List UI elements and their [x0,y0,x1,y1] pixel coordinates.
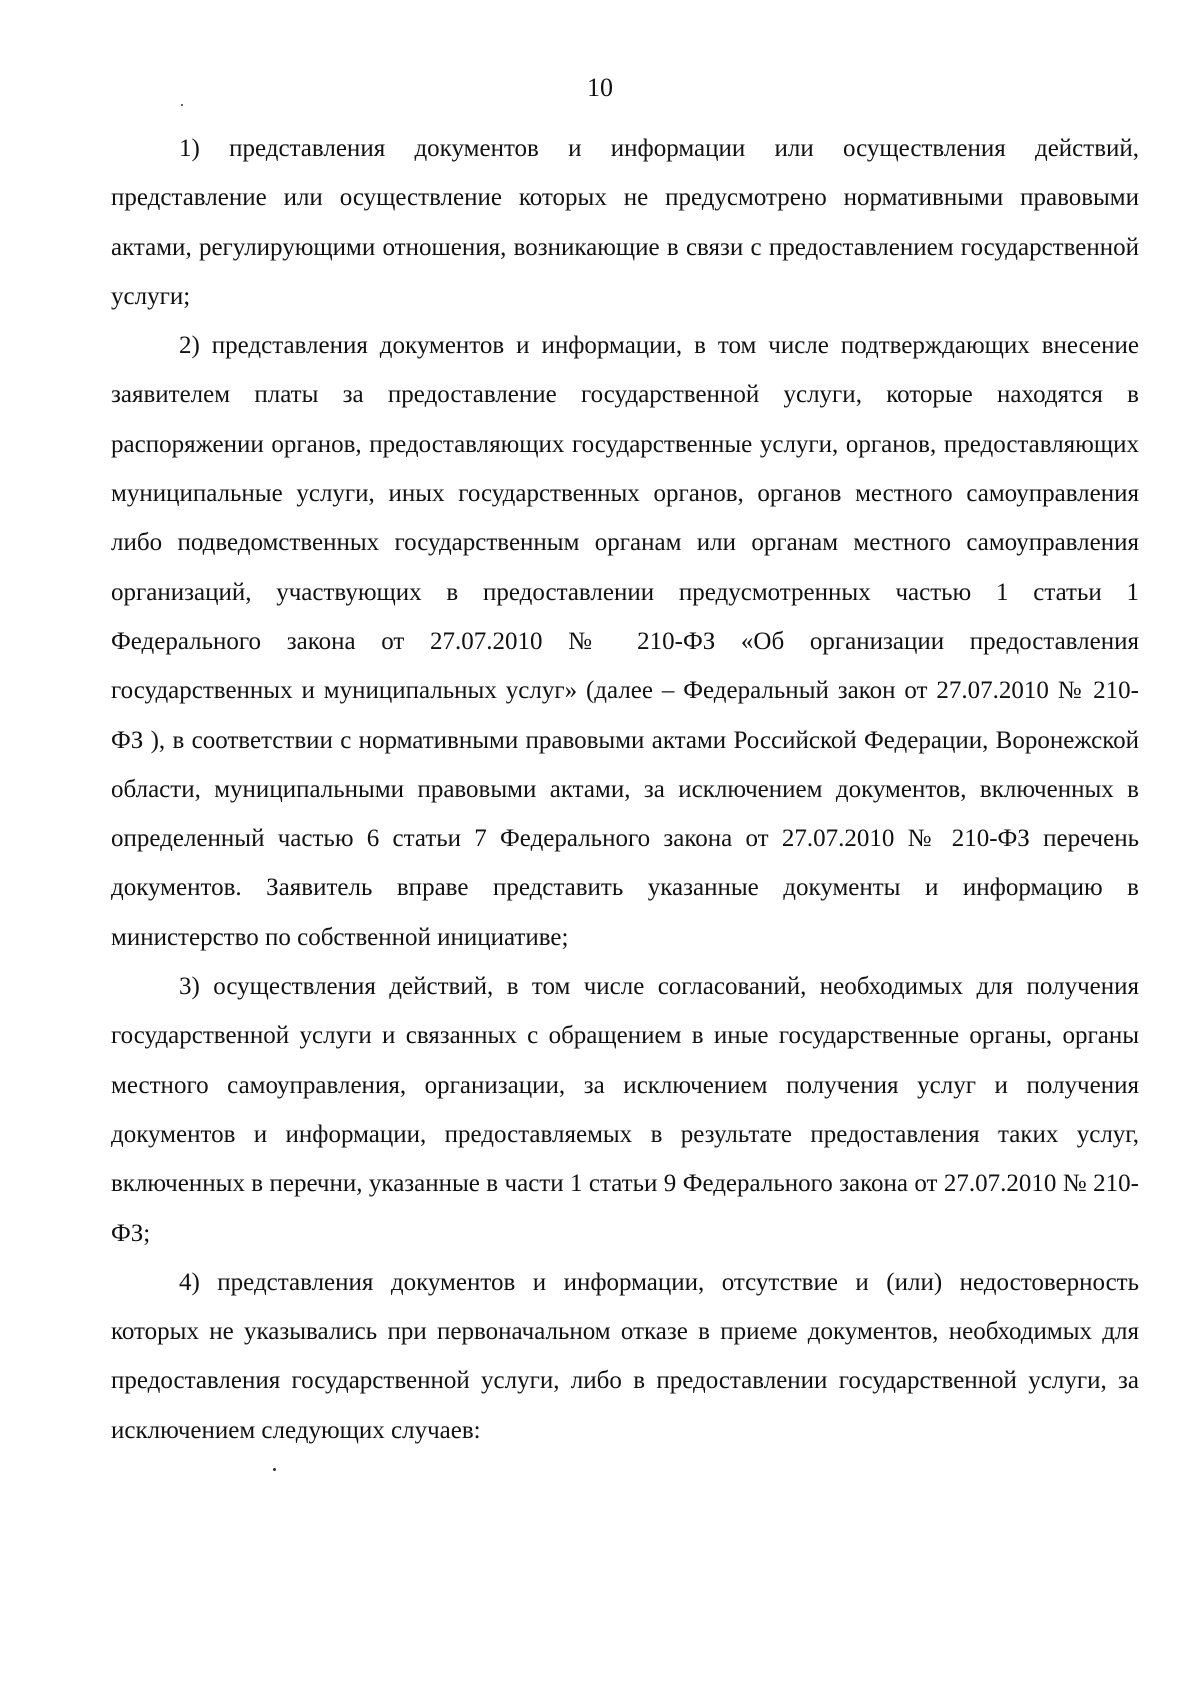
scan-speck [273,1468,276,1471]
page-number: 10 [587,73,613,102]
document-body [111,124,1139,1455]
paragraph-3: 3) осуществления действий, в том числе согласований, необходимых для получения государственной услуги и связанных с обращением в иные государственные органы, органы местного самоуправления, организации, за исключением получения услуг и получения документов и информации, предоставляемых в результате предоставления таких услуг, включенных в перечни, указанные в части 1 статьи 9 Федерального закона от 27.07.2010 № 210-ФЗ; [111,973,1139,1247]
paragraph-1: 1) представления документов и информации или осуществления действий, представление или осуществление которых не предусмотрено нормативными правовыми актами, регулирующими отношения, возникающие в связи с предоставлением государственной услуги; [111,135,1139,310]
paragraph-2: 2) представления документов и информации, в том числе подтверждающих внесение заявителем платы за предоставление государственной услуги, которые находятся в распоряжении органов, предоставляющих государственные услуги, органов, предоставляющих муниципальные услуги, иных государственных органов, органов местного самоуправления либо подведомственных государственным органам или органам местного самоуправления организаций, участвующих в предоставлении предусмотренных частью 1 статьи 1 Федерального закона от 27.07.2010 № 210-ФЗ «Об организации предоставления государственных и муниципальных услуг» (далее – Федеральный закон от 27.07.2010 № 210-ФЗ ), в соответствии с нормативными правовыми актами Российской Федерации, Воронежской области, муниципальными правовыми актами, за исключением документов, включенных в определенный частью 6 статьи 7 Федерального закона от 27.07.2010 № 210-ФЗ перечень документов. Заявитель вправе представить указанные документы и информацию в министерство по собственной инициативе; [111,332,1139,951]
scan-speck [181,104,183,106]
paragraph-4: 4) представления документов и информации, отсутствие и (или) недостоверность которых не указывались при первоначальном отказе в приеме документов, необходимых для предоставления государственной услуги, либо в предоставлении государственной услуги, за исключением следующих случаев: [111,1268,1139,1444]
